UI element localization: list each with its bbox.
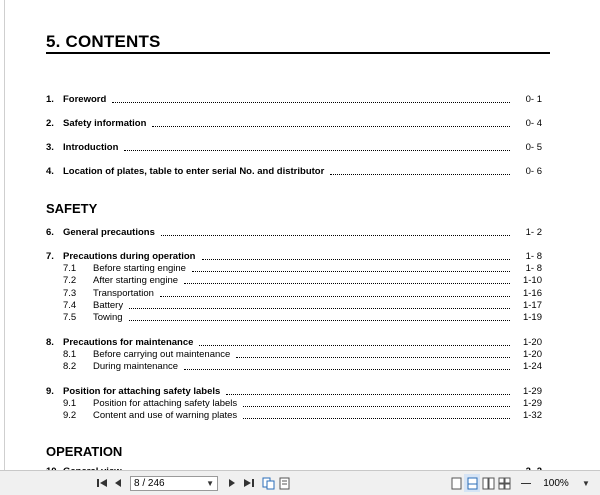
section-heading-operation: OPERATION — [46, 444, 123, 459]
next-page-icon[interactable] — [224, 474, 240, 492]
toc-row: 4. Location of plates, table to enter serial No. and distributor 0- 6 — [46, 166, 542, 177]
toc-row: 9. Position for attaching safety labels 1-29 — [46, 386, 542, 397]
page-number-value: 8 / 246 — [134, 477, 165, 489]
last-page-icon[interactable] — [240, 474, 256, 492]
zoom-level[interactable]: 100% — [543, 477, 569, 489]
toc-row: 7. Precautions during operation 1- 8 — [46, 251, 542, 262]
toc-subrow: 7.4 Battery 1-17 — [63, 300, 542, 311]
grid-view-icon[interactable] — [496, 474, 512, 492]
toc-subrow: 9.1 Position for attaching safety labels 1-29 — [63, 398, 542, 409]
zoom-dropdown-icon[interactable]: ▼ — [582, 478, 590, 488]
page-title: 5. CONTENTS — [46, 32, 161, 51]
rotate-icon[interactable] — [260, 474, 276, 492]
zoom-out-icon[interactable]: — — [521, 477, 531, 489]
page-number-input[interactable] — [130, 476, 218, 491]
toc-subrow: 9.2 Content and use of warning plates 1-32 — [63, 410, 542, 421]
toc-subrow: 7.3 Transportation 1-16 — [63, 288, 542, 299]
section-heading-safety: SAFETY — [46, 201, 98, 216]
page-edge — [4, 0, 5, 470]
toc-subrow: 7.1 Before starting engine 1- 8 — [63, 263, 542, 274]
fit-icon[interactable] — [276, 474, 292, 492]
toc-row: 6. General precautions 1- 2 — [46, 227, 542, 238]
toc-subrow: 7.5 Towing 1-19 — [63, 312, 542, 323]
chevron-down-icon[interactable]: ▼ — [206, 478, 214, 488]
toc-row: 3. Introduction 0- 5 — [46, 142, 542, 153]
single-page-icon[interactable] — [448, 474, 464, 492]
toc-row: 8. Precautions for maintenance 1-20 — [46, 337, 542, 348]
toc-subrow: 8.1 Before carrying out maintenance 1-20 — [63, 349, 542, 360]
viewer-toolbar — [0, 470, 600, 495]
prev-page-icon[interactable] — [110, 474, 126, 492]
toc-subrow: 7.2 After starting engine 1-10 — [63, 275, 542, 286]
toc-row: 2. Safety information 0- 4 — [46, 118, 542, 129]
toc-subrow: 8.2 During maintenance 1-24 — [63, 361, 542, 372]
first-page-icon[interactable] — [94, 474, 110, 492]
continuous-page-icon[interactable] — [464, 474, 480, 492]
toc-row: 1. Foreword 0- 1 — [46, 94, 542, 105]
two-page-icon[interactable] — [480, 474, 496, 492]
title-underline — [46, 52, 550, 54]
